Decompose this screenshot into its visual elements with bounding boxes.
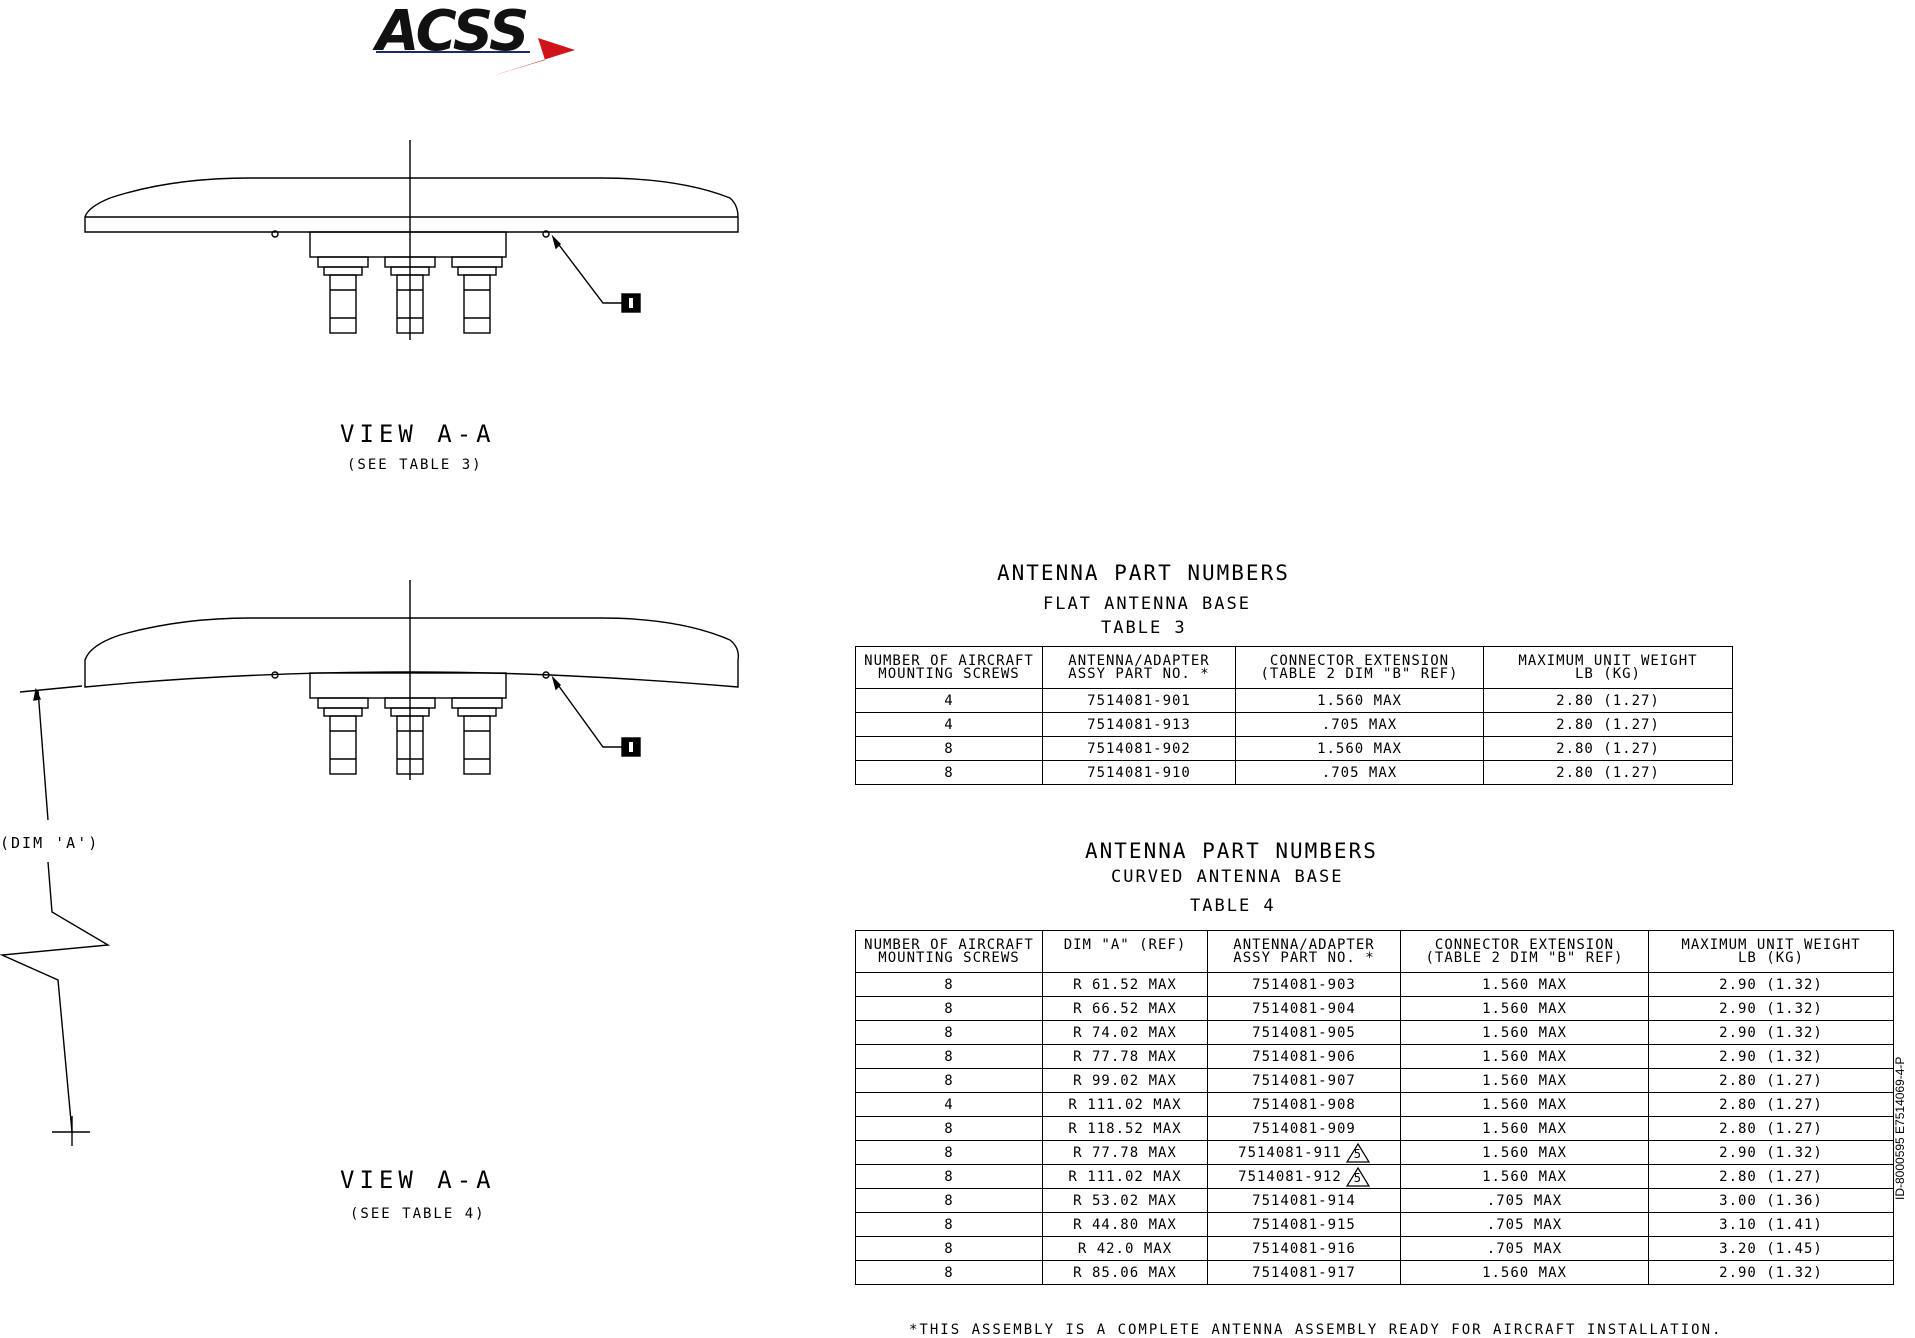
table4-number: TABLE 4: [1190, 896, 1276, 916]
table-cell: 4: [856, 713, 1043, 737]
view-top-title: VIEW A-A: [340, 420, 496, 448]
table-cell: 7514081-906: [1208, 1045, 1401, 1069]
table-cell: 7514081-911 5: [1208, 1141, 1401, 1165]
table-cell: 2.80 (1.27): [1649, 1165, 1894, 1189]
table-cell: 1.560 MAX: [1401, 1165, 1649, 1189]
footnote: *THIS ASSEMBLY IS A COMPLETE ANTENNA ASSEMBLY READY FOR AIRCRAFT INSTALLATION.: [909, 1322, 1723, 1338]
table-cell: 2.80 (1.27): [1484, 761, 1733, 785]
table-cell: 2.80 (1.27): [1649, 1093, 1894, 1117]
table-row: [856, 1213, 1894, 1237]
table-cell: 8: [856, 1141, 1043, 1165]
table-cell: 1.560 MAX: [1401, 1141, 1649, 1165]
table-cell: R 53.02 MAX: [1043, 1189, 1208, 1213]
table-cell: 2.90 (1.32): [1649, 973, 1894, 997]
table-cell: 1.560 MAX: [1236, 689, 1484, 713]
table-row: [856, 761, 1733, 785]
table-cell: 8: [856, 737, 1043, 761]
table3-header-weight: MAXIMUM UNIT WEIGHT LB (KG): [1484, 647, 1733, 689]
view-bottom-drawing: [2, 580, 738, 1146]
table-cell: 7514081-908: [1208, 1093, 1401, 1117]
table-cell: .705 MAX: [1401, 1213, 1649, 1237]
table-row: [856, 1045, 1894, 1069]
table-cell: 2.80 (1.27): [1484, 713, 1733, 737]
table-cell: 8: [856, 1021, 1043, 1045]
table-cell: 7514081-905: [1208, 1021, 1401, 1045]
table-row: [856, 737, 1733, 761]
table-cell: 2.90 (1.32): [1649, 1045, 1894, 1069]
table-cell: R 99.02 MAX: [1043, 1069, 1208, 1093]
table-cell: 1.560 MAX: [1401, 973, 1649, 997]
table-cell: 7514081-916: [1208, 1237, 1401, 1261]
table-cell: 1.560 MAX: [1401, 997, 1649, 1021]
table-cell: R 66.52 MAX: [1043, 997, 1208, 1021]
note-flag-icon: 5: [1346, 1143, 1370, 1163]
table-cell: .705 MAX: [1401, 1237, 1649, 1261]
table3-header-extension: CONNECTOR EXTENSION (TABLE 2 DIM "B" REF): [1236, 647, 1484, 689]
table-row: [856, 1141, 1894, 1165]
table-cell: 7514081-914: [1208, 1189, 1401, 1213]
table-cell: 8: [856, 1045, 1043, 1069]
table-cell: 7514081-904: [1208, 997, 1401, 1021]
table-cell: 8: [856, 1237, 1043, 1261]
table-cell: 8: [856, 1189, 1043, 1213]
table-cell: 2.80 (1.27): [1649, 1117, 1894, 1141]
view-top-subtitle: (SEE TABLE 3): [347, 457, 483, 473]
table-row: [856, 1165, 1894, 1189]
table-cell: 8: [856, 1069, 1043, 1093]
table-cell: 2.80 (1.27): [1484, 689, 1733, 713]
table-cell: 4: [856, 1093, 1043, 1117]
table-cell: 1.560 MAX: [1401, 1093, 1649, 1117]
table-cell: 3.00 (1.36): [1649, 1189, 1894, 1213]
table-cell: 7514081-909: [1208, 1117, 1401, 1141]
table4: [855, 930, 1894, 1285]
table-cell: 7514081-910: [1043, 761, 1236, 785]
table-row: [856, 1237, 1894, 1261]
table-cell: 2.80 (1.27): [1649, 1069, 1894, 1093]
table-cell: 8: [856, 997, 1043, 1021]
table-cell: 1.560 MAX: [1401, 1117, 1649, 1141]
table4-header-weight: MAXIMUM UNIT WEIGHT LB (KG): [1649, 931, 1894, 973]
table4-title: ANTENNA PART NUMBERS: [1085, 839, 1378, 863]
table-cell: 3.20 (1.45): [1649, 1237, 1894, 1261]
document-id: ID-8000595 E7514069-4-P: [1893, 1056, 1907, 1200]
table-cell: 1.560 MAX: [1401, 1261, 1649, 1285]
table3: [855, 646, 1733, 785]
table-cell: 7514081-907: [1208, 1069, 1401, 1093]
table4-header-extension: CONNECTOR EXTENSION (TABLE 2 DIM "B" REF): [1401, 931, 1649, 973]
table-cell: R 111.02 MAX: [1043, 1165, 1208, 1189]
table-cell: 8: [856, 761, 1043, 785]
table3-header-screws: NUMBER OF AIRCRAFT MOUNTING SCREWS: [856, 647, 1043, 689]
table-cell: 7514081-913: [1043, 713, 1236, 737]
view-bottom-title: VIEW A-A: [340, 1166, 496, 1194]
table-cell: 1.560 MAX: [1401, 1069, 1649, 1093]
table-row: [856, 1093, 1894, 1117]
table-cell: 3.10 (1.41): [1649, 1213, 1894, 1237]
table-cell: 8: [856, 973, 1043, 997]
table-row: [856, 1261, 1894, 1285]
table-cell: 7514081-912 5: [1208, 1165, 1401, 1189]
table-row: [856, 1189, 1894, 1213]
note-flag-icon: 5: [1346, 1167, 1370, 1187]
table-cell: .705 MAX: [1236, 713, 1484, 737]
table-row: [856, 1069, 1894, 1093]
table-cell: 2.90 (1.32): [1649, 1021, 1894, 1045]
table3-title: ANTENNA PART NUMBERS: [997, 561, 1290, 585]
table-row: [856, 997, 1894, 1021]
table4-header-dim-a: DIM "A" (REF): [1043, 931, 1208, 973]
table-cell: R 61.52 MAX: [1043, 973, 1208, 997]
table-cell: R 44.80 MAX: [1043, 1213, 1208, 1237]
table-cell: R 118.52 MAX: [1043, 1117, 1208, 1141]
table-row: [856, 1117, 1894, 1141]
svg-text:ACSS: ACSS: [376, 0, 528, 64]
table-cell: .705 MAX: [1236, 761, 1484, 785]
table3-subtitle: FLAT ANTENNA BASE: [1043, 594, 1251, 614]
table-cell: R 74.02 MAX: [1043, 1021, 1208, 1045]
table4-header-screws: NUMBER OF AIRCRAFT MOUNTING SCREWS: [856, 931, 1043, 973]
table-cell: 7514081-915: [1208, 1213, 1401, 1237]
table-row: [856, 1021, 1894, 1045]
table-cell: 7514081-917: [1208, 1261, 1401, 1285]
acss-logo: [372, 0, 575, 76]
table-cell: R 85.06 MAX: [1043, 1261, 1208, 1285]
table-cell: R 77.78 MAX: [1043, 1141, 1208, 1165]
dim-a-label: (DIM 'A'): [0, 834, 100, 852]
table-cell: .705 MAX: [1401, 1189, 1649, 1213]
table3-header-part: ANTENNA/ADAPTER ASSY PART NO. *: [1043, 647, 1236, 689]
table-cell: 7514081-902: [1043, 737, 1236, 761]
table-cell: 2.90 (1.32): [1649, 1261, 1894, 1285]
table-cell: 1.560 MAX: [1236, 737, 1484, 761]
table-row: [856, 973, 1894, 997]
table-cell: 1.560 MAX: [1401, 1045, 1649, 1069]
table-cell: 8: [856, 1213, 1043, 1237]
table4-header-part: ANTENNA/ADAPTER ASSY PART NO. *: [1208, 931, 1401, 973]
table-cell: 8: [856, 1261, 1043, 1285]
table-cell: 7514081-901: [1043, 689, 1236, 713]
table-cell: R 77.78 MAX: [1043, 1045, 1208, 1069]
table-cell: 8: [856, 1117, 1043, 1141]
table-cell: 8: [856, 1165, 1043, 1189]
view-top-drawing: [85, 140, 738, 340]
table3-number: TABLE 3: [1101, 618, 1187, 638]
table4-subtitle: CURVED ANTENNA BASE: [1111, 867, 1344, 887]
view-bottom-subtitle: (SEE TABLE 4): [350, 1206, 486, 1222]
table-cell: 2.80 (1.27): [1484, 737, 1733, 761]
table-cell: 4: [856, 689, 1043, 713]
table-cell: 2.90 (1.32): [1649, 997, 1894, 1021]
table-cell: R 42.0 MAX: [1043, 1237, 1208, 1261]
table-cell: 7514081-903: [1208, 973, 1401, 997]
table-cell: R 111.02 MAX: [1043, 1093, 1208, 1117]
table-row: [856, 713, 1733, 737]
table-row: [856, 689, 1733, 713]
table-cell: 1.560 MAX: [1401, 1021, 1649, 1045]
table-cell: 2.90 (1.32): [1649, 1141, 1894, 1165]
